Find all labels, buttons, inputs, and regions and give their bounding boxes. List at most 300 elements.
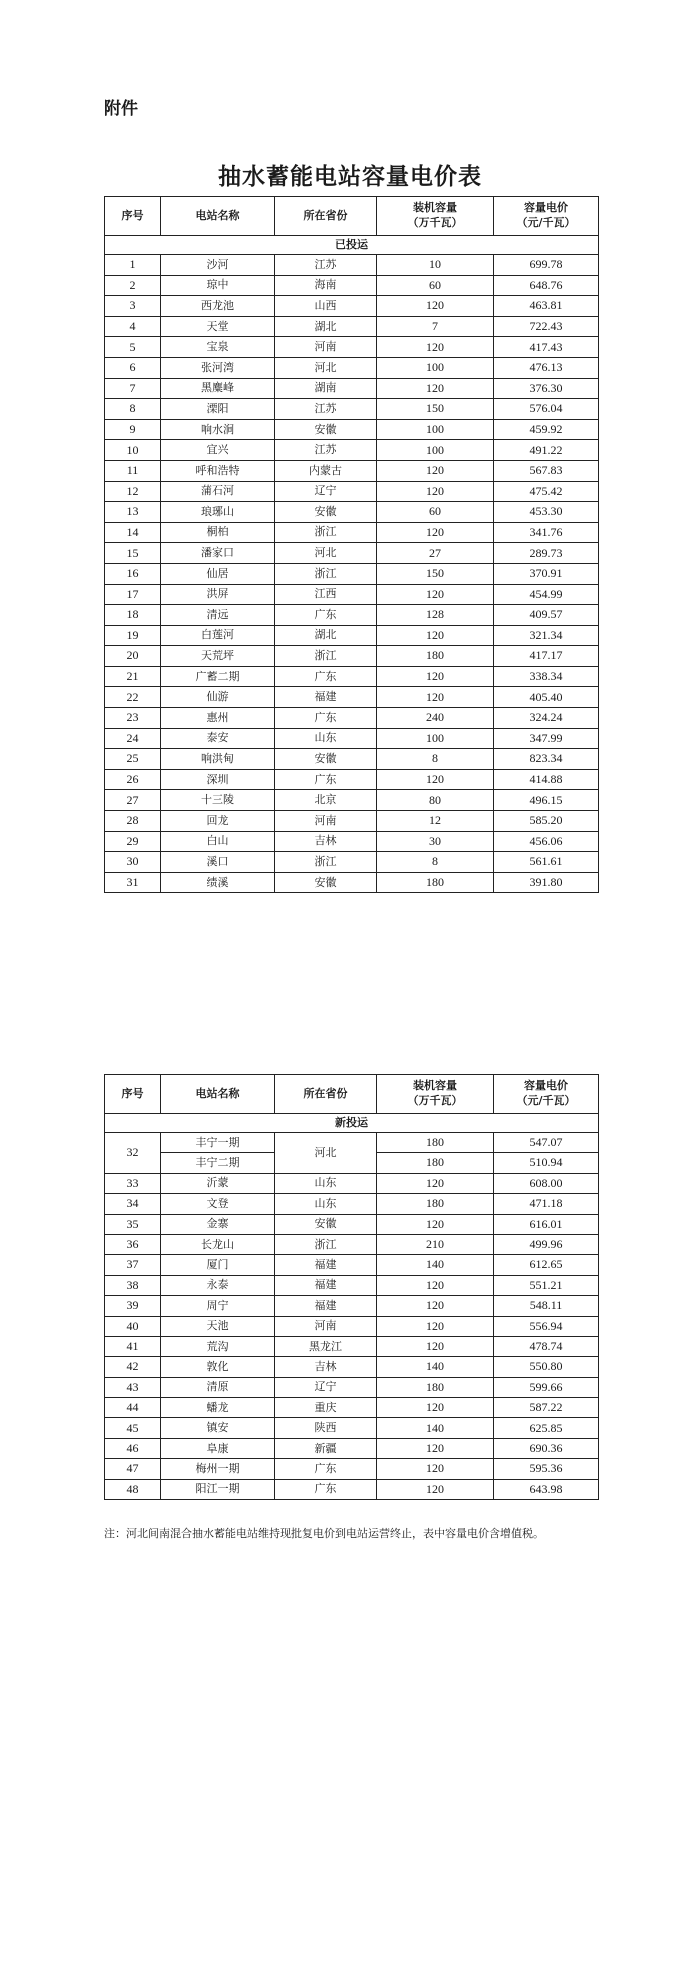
cell-province: 浙江 bbox=[275, 522, 377, 543]
cell-station: 清原 bbox=[161, 1377, 275, 1397]
cell-capacity: 60 bbox=[377, 502, 494, 523]
cell-station: 丰宁二期 bbox=[161, 1153, 275, 1173]
cell-seq: 8 bbox=[105, 399, 161, 420]
cell-seq: 9 bbox=[105, 419, 161, 440]
table-header-row bbox=[105, 197, 599, 236]
cell-province: 吉林 bbox=[275, 1357, 377, 1377]
cell-station: 沂蒙 bbox=[161, 1173, 275, 1193]
cell-capacity: 120 bbox=[377, 666, 494, 687]
cell-price: 550.80 bbox=[494, 1357, 599, 1377]
cell-seq: 35 bbox=[105, 1214, 161, 1234]
cell-seq: 4 bbox=[105, 316, 161, 337]
cell-seq: 25 bbox=[105, 749, 161, 770]
cell-seq: 13 bbox=[105, 502, 161, 523]
cell-capacity: 120 bbox=[377, 1459, 494, 1479]
cell-price: 576.04 bbox=[494, 399, 599, 420]
cell-seq: 5 bbox=[105, 337, 161, 358]
table-row bbox=[105, 357, 599, 378]
cell-station: 梅州一期 bbox=[161, 1459, 275, 1479]
cell-price: 347.99 bbox=[494, 728, 599, 749]
cell-province: 广东 bbox=[275, 708, 377, 729]
cell-capacity: 128 bbox=[377, 605, 494, 626]
cell-seq: 23 bbox=[105, 708, 161, 729]
cell-capacity: 120 bbox=[377, 378, 494, 399]
cell-capacity: 120 bbox=[377, 1398, 494, 1418]
cell-station: 白莲河 bbox=[161, 625, 275, 646]
cell-seq: 1 bbox=[105, 255, 161, 276]
cell-province: 河北 bbox=[275, 543, 377, 564]
table-body-existing bbox=[105, 255, 599, 893]
cell-capacity: 180 bbox=[377, 1133, 494, 1153]
cell-seq: 16 bbox=[105, 563, 161, 584]
cell-province: 辽宁 bbox=[275, 1377, 377, 1397]
table-row bbox=[105, 708, 599, 729]
header-capacity-line1: 装机容量 bbox=[413, 201, 457, 215]
header-capacity bbox=[377, 1075, 494, 1114]
cell-seq: 32 bbox=[105, 1133, 161, 1174]
cell-capacity: 120 bbox=[377, 460, 494, 481]
cell-province: 吉林 bbox=[275, 831, 377, 852]
cell-station: 白山 bbox=[161, 831, 275, 852]
cell-capacity: 150 bbox=[377, 563, 494, 584]
cell-province: 安徽 bbox=[275, 1214, 377, 1234]
table-row bbox=[105, 811, 599, 832]
cell-capacity: 120 bbox=[377, 481, 494, 502]
cell-station: 丰宁一期 bbox=[161, 1133, 275, 1153]
header-capacity-line2: （万千瓦） bbox=[407, 1094, 463, 1107]
cell-capacity: 140 bbox=[377, 1418, 494, 1438]
cell-station: 响水涧 bbox=[161, 419, 275, 440]
cell-capacity: 100 bbox=[377, 357, 494, 378]
table-row bbox=[105, 481, 599, 502]
cell-price: 454.99 bbox=[494, 584, 599, 605]
cell-province: 福建 bbox=[275, 1275, 377, 1295]
cell-station: 回龙 bbox=[161, 811, 275, 832]
table-row bbox=[105, 1316, 599, 1336]
table-row bbox=[105, 419, 599, 440]
cell-station: 荒沟 bbox=[161, 1336, 275, 1356]
cell-capacity: 180 bbox=[377, 872, 494, 893]
cell-station: 西龙池 bbox=[161, 296, 275, 317]
cell-province: 广东 bbox=[275, 666, 377, 687]
cell-province: 福建 bbox=[275, 1296, 377, 1316]
cell-station: 阳江一期 bbox=[161, 1479, 275, 1499]
header-station: 电站名称 bbox=[161, 197, 275, 236]
cell-price: 585.20 bbox=[494, 811, 599, 832]
cell-station: 溧阳 bbox=[161, 399, 275, 420]
section-label-new: 新投运 bbox=[105, 1114, 599, 1133]
table-row bbox=[105, 605, 599, 626]
price-table-existing bbox=[104, 196, 599, 893]
cell-price: 456.06 bbox=[494, 831, 599, 852]
cell-price: 475.42 bbox=[494, 481, 599, 502]
cell-province: 浙江 bbox=[275, 1234, 377, 1254]
cell-province: 广东 bbox=[275, 1479, 377, 1499]
cell-province: 内蒙古 bbox=[275, 460, 377, 481]
table-row bbox=[105, 625, 599, 646]
cell-station: 宜兴 bbox=[161, 440, 275, 461]
header-price-line2: （元/千瓦） bbox=[516, 1094, 576, 1107]
cell-seq: 21 bbox=[105, 666, 161, 687]
cell-seq: 37 bbox=[105, 1255, 161, 1275]
cell-station: 绩溪 bbox=[161, 872, 275, 893]
cell-capacity: 120 bbox=[377, 625, 494, 646]
cell-capacity: 120 bbox=[377, 687, 494, 708]
cell-seq: 38 bbox=[105, 1275, 161, 1295]
cell-province: 江苏 bbox=[275, 440, 377, 461]
cell-price: 551.21 bbox=[494, 1275, 599, 1295]
table-row bbox=[105, 872, 599, 893]
table-row bbox=[105, 1438, 599, 1458]
table-row bbox=[105, 1459, 599, 1479]
cell-seq: 34 bbox=[105, 1194, 161, 1214]
cell-province: 海南 bbox=[275, 275, 377, 296]
cell-price: 453.30 bbox=[494, 502, 599, 523]
cell-seq: 39 bbox=[105, 1296, 161, 1316]
cell-province: 安徽 bbox=[275, 502, 377, 523]
cell-seq: 17 bbox=[105, 584, 161, 605]
cell-price: 548.11 bbox=[494, 1296, 599, 1316]
cell-capacity: 100 bbox=[377, 419, 494, 440]
table-row bbox=[105, 440, 599, 461]
cell-station: 天荒坪 bbox=[161, 646, 275, 667]
cell-station: 仙游 bbox=[161, 687, 275, 708]
cell-station: 深圳 bbox=[161, 769, 275, 790]
section-label-existing: 已投运 bbox=[105, 236, 599, 255]
cell-capacity: 120 bbox=[377, 337, 494, 358]
cell-price: 414.88 bbox=[494, 769, 599, 790]
header-seq: 序号 bbox=[105, 197, 161, 236]
cell-seq: 14 bbox=[105, 522, 161, 543]
header-capacity-line1: 装机容量 bbox=[413, 1079, 457, 1093]
cell-price: 409.57 bbox=[494, 605, 599, 626]
cell-station: 广蓄二期 bbox=[161, 666, 275, 687]
cell-price: 561.61 bbox=[494, 852, 599, 873]
table-row bbox=[105, 687, 599, 708]
cell-capacity: 180 bbox=[377, 1153, 494, 1173]
cell-station: 黑麋峰 bbox=[161, 378, 275, 399]
header-station: 电站名称 bbox=[161, 1075, 275, 1114]
table-row bbox=[105, 255, 599, 276]
cell-price: 643.98 bbox=[494, 1479, 599, 1499]
cell-price: 405.40 bbox=[494, 687, 599, 708]
cell-price: 699.78 bbox=[494, 255, 599, 276]
table-row bbox=[105, 646, 599, 667]
cell-price: 341.76 bbox=[494, 522, 599, 543]
cell-price: 417.17 bbox=[494, 646, 599, 667]
header-price-line2: （元/千瓦） bbox=[516, 216, 576, 229]
cell-seq: 27 bbox=[105, 790, 161, 811]
cell-seq: 41 bbox=[105, 1336, 161, 1356]
cell-capacity: 140 bbox=[377, 1255, 494, 1275]
cell-capacity: 12 bbox=[377, 811, 494, 832]
table-row bbox=[105, 563, 599, 584]
cell-station: 蟠龙 bbox=[161, 1398, 275, 1418]
cell-seq: 47 bbox=[105, 1459, 161, 1479]
cell-seq: 6 bbox=[105, 357, 161, 378]
cell-price: 547.07 bbox=[494, 1133, 599, 1153]
table-row bbox=[105, 1194, 599, 1214]
cell-seq: 26 bbox=[105, 769, 161, 790]
cell-capacity: 120 bbox=[377, 1336, 494, 1356]
cell-province: 河南 bbox=[275, 337, 377, 358]
cell-province: 北京 bbox=[275, 790, 377, 811]
cell-station: 镇安 bbox=[161, 1418, 275, 1438]
cell-capacity: 7 bbox=[377, 316, 494, 337]
cell-seq: 20 bbox=[105, 646, 161, 667]
cell-station: 天堂 bbox=[161, 316, 275, 337]
table-row bbox=[105, 337, 599, 358]
cell-station: 仙居 bbox=[161, 563, 275, 584]
cell-station: 响洪甸 bbox=[161, 749, 275, 770]
cell-capacity: 30 bbox=[377, 831, 494, 852]
header-capacity-line2: （万千瓦） bbox=[407, 216, 463, 229]
price-table-new bbox=[104, 1074, 599, 1500]
cell-seq: 19 bbox=[105, 625, 161, 646]
section-row-new bbox=[105, 1114, 599, 1133]
cell-capacity: 120 bbox=[377, 296, 494, 317]
cell-seq: 18 bbox=[105, 605, 161, 626]
cell-price: 289.73 bbox=[494, 543, 599, 564]
cell-station: 阜康 bbox=[161, 1438, 275, 1458]
cell-station: 呼和浩特 bbox=[161, 460, 275, 481]
cell-price: 459.92 bbox=[494, 419, 599, 440]
cell-seq: 30 bbox=[105, 852, 161, 873]
cell-province: 山东 bbox=[275, 1194, 377, 1214]
cell-province: 黑龙江 bbox=[275, 1336, 377, 1356]
table-row bbox=[105, 399, 599, 420]
cell-province: 陕西 bbox=[275, 1418, 377, 1438]
header-price-line1: 容量电价 bbox=[524, 201, 568, 215]
table-row bbox=[105, 296, 599, 317]
cell-price: 370.91 bbox=[494, 563, 599, 584]
cell-price: 338.34 bbox=[494, 666, 599, 687]
cell-station: 永泰 bbox=[161, 1275, 275, 1295]
cell-price: 476.13 bbox=[494, 357, 599, 378]
cell-station: 厦门 bbox=[161, 1255, 275, 1275]
cell-seq: 29 bbox=[105, 831, 161, 852]
cell-province: 湖北 bbox=[275, 625, 377, 646]
table-row bbox=[105, 1133, 599, 1153]
cell-capacity: 100 bbox=[377, 728, 494, 749]
cell-province: 重庆 bbox=[275, 1398, 377, 1418]
cell-price: 496.15 bbox=[494, 790, 599, 811]
cell-price: 722.43 bbox=[494, 316, 599, 337]
section-row-existing bbox=[105, 236, 599, 255]
cell-seq: 12 bbox=[105, 481, 161, 502]
header-price-line1: 容量电价 bbox=[524, 1079, 568, 1093]
table-row bbox=[105, 1377, 599, 1397]
cell-capacity: 180 bbox=[377, 1194, 494, 1214]
cell-price: 608.00 bbox=[494, 1173, 599, 1193]
cell-station: 周宁 bbox=[161, 1296, 275, 1316]
cell-seq: 33 bbox=[105, 1173, 161, 1193]
table-body-new bbox=[105, 1133, 599, 1500]
table-row bbox=[105, 316, 599, 337]
cell-province: 福建 bbox=[275, 1255, 377, 1275]
table-row bbox=[105, 378, 599, 399]
table-row bbox=[105, 749, 599, 770]
cell-capacity: 120 bbox=[377, 1479, 494, 1499]
cell-province: 湖南 bbox=[275, 378, 377, 399]
table-row bbox=[105, 1275, 599, 1295]
cell-seq: 36 bbox=[105, 1234, 161, 1254]
table-row bbox=[105, 666, 599, 687]
cell-price: 556.94 bbox=[494, 1316, 599, 1336]
header-province: 所在省份 bbox=[275, 197, 377, 236]
cell-station: 十三陵 bbox=[161, 790, 275, 811]
cell-capacity: 10 bbox=[377, 255, 494, 276]
table-row bbox=[105, 1336, 599, 1356]
cell-station: 蒲石河 bbox=[161, 481, 275, 502]
cell-station: 洪屏 bbox=[161, 584, 275, 605]
cell-seq: 44 bbox=[105, 1398, 161, 1418]
cell-province: 新疆 bbox=[275, 1438, 377, 1458]
cell-capacity: 8 bbox=[377, 852, 494, 873]
cell-province: 河北 bbox=[275, 1133, 377, 1174]
cell-seq: 7 bbox=[105, 378, 161, 399]
cell-capacity: 120 bbox=[377, 1316, 494, 1336]
cell-capacity: 80 bbox=[377, 790, 494, 811]
cell-capacity: 120 bbox=[377, 769, 494, 790]
header-capacity bbox=[377, 197, 494, 236]
cell-price: 324.24 bbox=[494, 708, 599, 729]
cell-capacity: 120 bbox=[377, 1214, 494, 1234]
header-province: 所在省份 bbox=[275, 1075, 377, 1114]
cell-province: 广东 bbox=[275, 605, 377, 626]
page-title: 抽水蓄能电站容量电价表 bbox=[218, 164, 482, 190]
cell-province: 广东 bbox=[275, 769, 377, 790]
cell-station: 沙河 bbox=[161, 255, 275, 276]
table-row bbox=[105, 584, 599, 605]
cell-seq: 15 bbox=[105, 543, 161, 564]
table-row bbox=[105, 1296, 599, 1316]
cell-price: 391.80 bbox=[494, 872, 599, 893]
cell-station: 清远 bbox=[161, 605, 275, 626]
table-row bbox=[105, 1255, 599, 1275]
cell-province: 安徽 bbox=[275, 749, 377, 770]
cell-station: 潘家口 bbox=[161, 543, 275, 564]
cell-province: 河南 bbox=[275, 1316, 377, 1336]
cell-seq: 46 bbox=[105, 1438, 161, 1458]
cell-province: 浙江 bbox=[275, 563, 377, 584]
cell-capacity: 8 bbox=[377, 749, 494, 770]
cell-seq: 45 bbox=[105, 1418, 161, 1438]
table-row bbox=[105, 543, 599, 564]
cell-capacity: 150 bbox=[377, 399, 494, 420]
cell-capacity: 120 bbox=[377, 1438, 494, 1458]
cell-price: 510.94 bbox=[494, 1153, 599, 1173]
table-row bbox=[105, 502, 599, 523]
cell-province: 福建 bbox=[275, 687, 377, 708]
cell-price: 499.96 bbox=[494, 1234, 599, 1254]
table-row bbox=[105, 831, 599, 852]
cell-province: 浙江 bbox=[275, 852, 377, 873]
cell-seq: 11 bbox=[105, 460, 161, 481]
cell-province: 山东 bbox=[275, 1173, 377, 1193]
cell-province: 河南 bbox=[275, 811, 377, 832]
cell-price: 321.34 bbox=[494, 625, 599, 646]
cell-price: 491.22 bbox=[494, 440, 599, 461]
cell-price: 616.01 bbox=[494, 1214, 599, 1234]
cell-seq: 2 bbox=[105, 275, 161, 296]
cell-seq: 40 bbox=[105, 1316, 161, 1336]
cell-seq: 28 bbox=[105, 811, 161, 832]
cell-station: 宝泉 bbox=[161, 337, 275, 358]
table-row bbox=[105, 1173, 599, 1193]
table-row bbox=[105, 769, 599, 790]
footnote: 注：河北间南混合抽水蓄能电站维持现批复电价到电站运营终止，表中容量电价含增值税。 bbox=[104, 1527, 544, 1540]
cell-capacity: 120 bbox=[377, 1275, 494, 1295]
cell-price: 478.74 bbox=[494, 1336, 599, 1356]
cell-station: 泰安 bbox=[161, 728, 275, 749]
table-row bbox=[105, 1214, 599, 1234]
cell-station: 惠州 bbox=[161, 708, 275, 729]
cell-capacity: 240 bbox=[377, 708, 494, 729]
cell-station: 金寨 bbox=[161, 1214, 275, 1234]
cell-seq: 3 bbox=[105, 296, 161, 317]
cell-capacity: 120 bbox=[377, 584, 494, 605]
table-row bbox=[105, 460, 599, 481]
table-row bbox=[105, 1398, 599, 1418]
header-seq: 序号 bbox=[105, 1075, 161, 1114]
attachment-label: 附件 bbox=[104, 99, 138, 119]
cell-province: 广东 bbox=[275, 1459, 377, 1479]
cell-price: 471.18 bbox=[494, 1194, 599, 1214]
cell-station: 溪口 bbox=[161, 852, 275, 873]
cell-price: 612.65 bbox=[494, 1255, 599, 1275]
cell-seq: 42 bbox=[105, 1357, 161, 1377]
cell-province: 江苏 bbox=[275, 255, 377, 276]
cell-capacity: 180 bbox=[377, 646, 494, 667]
cell-province: 湖北 bbox=[275, 316, 377, 337]
cell-capacity: 120 bbox=[377, 1173, 494, 1193]
table-header-row bbox=[105, 1075, 599, 1114]
cell-station: 琼中 bbox=[161, 275, 275, 296]
cell-province: 河北 bbox=[275, 357, 377, 378]
cell-station: 张河湾 bbox=[161, 357, 275, 378]
cell-price: 690.36 bbox=[494, 1438, 599, 1458]
cell-price: 648.76 bbox=[494, 275, 599, 296]
cell-price: 625.85 bbox=[494, 1418, 599, 1438]
cell-seq: 48 bbox=[105, 1479, 161, 1499]
cell-province: 江西 bbox=[275, 584, 377, 605]
cell-station: 长龙山 bbox=[161, 1234, 275, 1254]
cell-price: 417.43 bbox=[494, 337, 599, 358]
cell-capacity: 180 bbox=[377, 1377, 494, 1397]
cell-station: 桐柏 bbox=[161, 522, 275, 543]
table-row bbox=[105, 852, 599, 873]
cell-price: 376.30 bbox=[494, 378, 599, 399]
cell-seq: 10 bbox=[105, 440, 161, 461]
cell-seq: 22 bbox=[105, 687, 161, 708]
header-price bbox=[494, 1075, 599, 1114]
cell-capacity: 140 bbox=[377, 1357, 494, 1377]
cell-province: 辽宁 bbox=[275, 481, 377, 502]
table-row bbox=[105, 1479, 599, 1499]
cell-capacity: 100 bbox=[377, 440, 494, 461]
table-row bbox=[105, 790, 599, 811]
cell-province: 山西 bbox=[275, 296, 377, 317]
cell-capacity: 120 bbox=[377, 522, 494, 543]
cell-station: 敦化 bbox=[161, 1357, 275, 1377]
cell-capacity: 60 bbox=[377, 275, 494, 296]
cell-price: 823.34 bbox=[494, 749, 599, 770]
cell-seq: 31 bbox=[105, 872, 161, 893]
cell-price: 567.83 bbox=[494, 460, 599, 481]
table-row bbox=[105, 275, 599, 296]
cell-seq: 24 bbox=[105, 728, 161, 749]
